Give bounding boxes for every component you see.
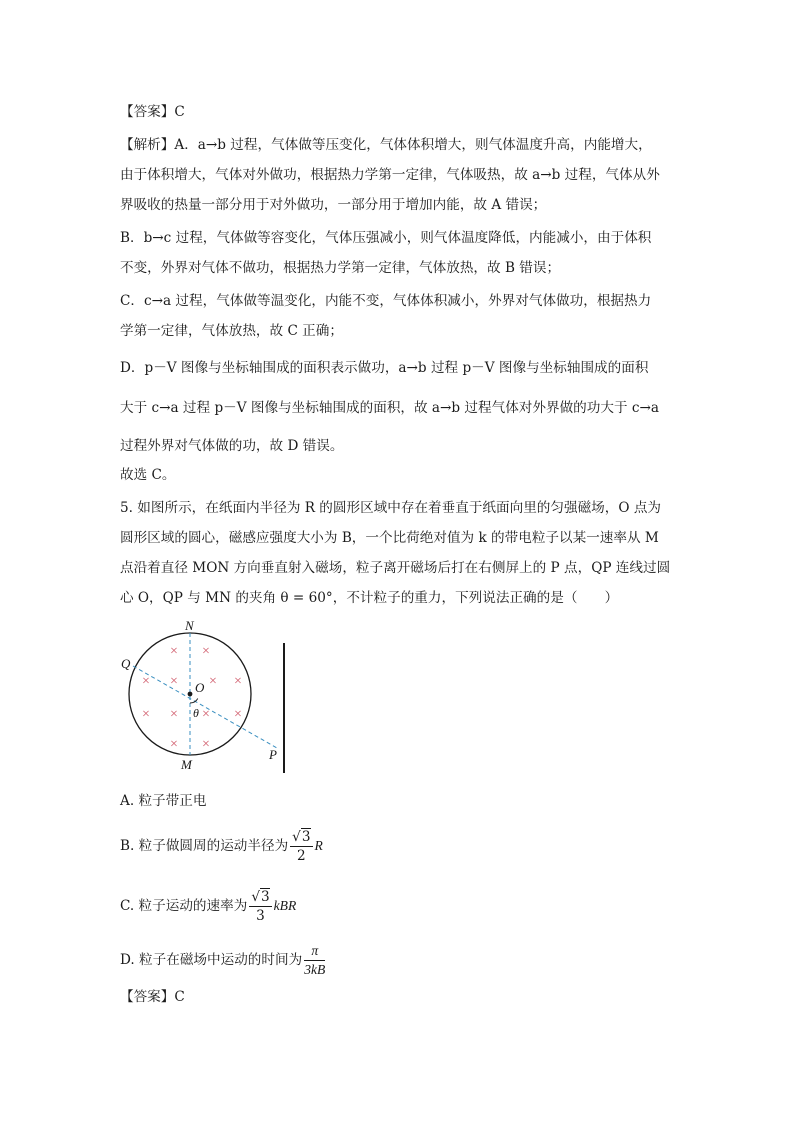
- fraction: [290, 828, 312, 865]
- answer-label: 【答案】: [120, 989, 175, 1005]
- cross-mark: ×: [202, 707, 210, 722]
- option-b-denominator: 2: [297, 848, 306, 864]
- analysis-c-line-1: C．c→a 过程，气体做等温变化，内能不变，气体体积减小，外界对气体做功，根据热力: [120, 293, 652, 309]
- analysis-c-line-2: 学第一定律，气体放热，故 C 正确；: [120, 323, 343, 339]
- analysis-d-line-3: 过程外界对气体做的功，故 D 错误。: [120, 438, 344, 454]
- analysis-d-line-2: 大于 c→a 过程 p－V 图像与坐标轴围成的面积，故 a→b 过程气体对外界做的功大于 c→a: [120, 400, 659, 416]
- option-d-numerator: π: [304, 942, 325, 961]
- option-b-numerator: 3: [301, 829, 311, 845]
- option-b-prefix: B. 粒子做圆周的运动半径为: [120, 838, 289, 854]
- cross-mark: ×: [170, 737, 178, 752]
- cross-mark: ×: [209, 674, 217, 689]
- analysis-d-line-1: D．p－V 图像与坐标轴围成的面积表示做功，a→b 过程 p－V 图像与坐标轴围成的面积: [120, 360, 649, 376]
- label-p: P: [269, 747, 277, 762]
- label-m: M: [181, 757, 192, 772]
- analysis-b-line-2: 不变，外界对气体不做功，根据热力学第一定律，气体放热，故 B 错误；: [120, 260, 561, 276]
- option-c-denominator: 3: [256, 908, 265, 924]
- question5-line-2: 圆形区域的圆心，磁感应强度大小为 B，一个比荷绝对值为 k 的带电粒子以某一速率从 M: [120, 530, 659, 546]
- magnetic-field-figure: [110, 615, 300, 780]
- cross-mark: ×: [234, 674, 242, 689]
- field-crosses: [142, 644, 242, 752]
- label-theta: θ: [193, 706, 199, 720]
- option-c-prefix: C. 粒子运动的速率为: [120, 898, 248, 914]
- label-n: N: [185, 618, 194, 633]
- analysis-b-line-1: B．b→c 过程，气体做等容变化，气体压强减小，则气体温度降低，内能减小，由于体积: [120, 230, 652, 246]
- sqrt-sign: √: [292, 829, 301, 845]
- option-c-suffix: kBR: [273, 898, 297, 913]
- center-point-o: [188, 692, 193, 697]
- answer-line-2: [120, 988, 680, 1006]
- cross-mark: ×: [202, 644, 210, 659]
- option-b: [120, 828, 323, 865]
- option-a: A. 粒子带正电: [120, 793, 207, 809]
- cross-mark: ×: [202, 737, 210, 752]
- answer-value: C: [174, 104, 185, 120]
- sqrt-sign: √: [251, 889, 260, 905]
- cross-mark: ×: [170, 644, 178, 659]
- question5-line-3: 点沿着直径 MON 方向垂直射入磁场，粒子离开磁场后打在右侧屏上的 P 点，QP 连线过圆: [120, 560, 671, 576]
- analysis-a-line-1: [120, 136, 680, 154]
- option-d-denominator: 3kB: [304, 962, 326, 977]
- option-d: [120, 942, 327, 979]
- label-o: O: [195, 680, 205, 695]
- label-q: Q: [121, 656, 131, 671]
- fraction: [249, 888, 271, 925]
- option-c-numerator: 3: [260, 889, 270, 905]
- analysis-a-line-2: 由于体积增大，气体对外做功，根据热力学第一定律，气体吸热，故 a→b 过程，气体从外: [120, 167, 660, 183]
- analysis-a-line-3: 界吸收的热量一部分用于对外做功，一部分用于增加内能，故 A 错误；: [120, 197, 547, 213]
- answer-label: 【答案】: [120, 104, 175, 120]
- answer-value: C: [174, 989, 185, 1005]
- option-b-suffix: R: [314, 838, 323, 853]
- analysis-conclusion: 故选 C。: [120, 467, 176, 483]
- fraction: [304, 942, 325, 979]
- cross-mark: ×: [170, 674, 178, 689]
- answer-line-1: [120, 103, 680, 121]
- option-d-prefix: D. 粒子在磁场中运动的时间为: [120, 952, 303, 968]
- analysis-label: 【解析】: [120, 137, 175, 153]
- option-c: [120, 888, 296, 925]
- analysis-a-text-1: A．a→b 过程，气体做等压变化，气体体积增大，则气体温度升高，内能增大，: [174, 137, 652, 153]
- cross-mark: ×: [170, 707, 178, 722]
- cross-mark: ×: [142, 707, 150, 722]
- question5-line-4: 心 O，QP 与 MN 的夹角 θ = 60°，不计粒子的重力，下列说法正确的是（ ）: [120, 590, 619, 606]
- cross-mark: ×: [234, 707, 242, 722]
- question5-line-1: 5. 如图所示，在纸面内半径为 R 的圆形区域中存在着垂直于纸面向里的匀强磁场，O 点为: [120, 500, 662, 516]
- cross-mark: ×: [142, 674, 150, 689]
